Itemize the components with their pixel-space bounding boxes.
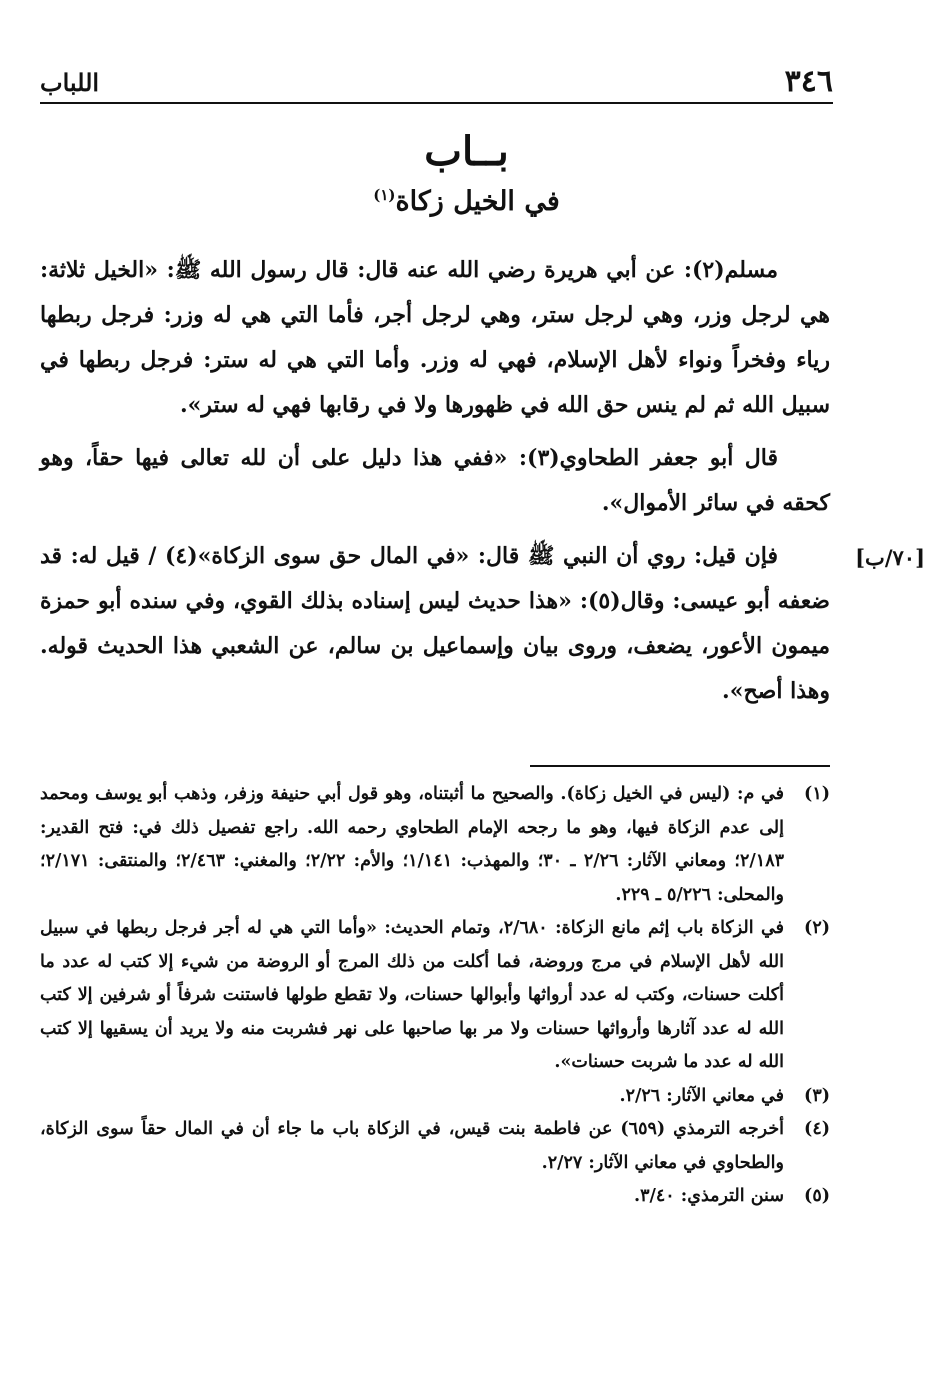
footnote-text: أخرجه الترمذي (٦٥٩) عن فاطمة بنت قيس، في الزكاة باب ما جاء أن في المال حقاً سوى الزكاة، والطحاوي في معاني الآثار: ٢/٢٧.	[40, 1119, 784, 1173]
main-text	[40, 248, 830, 722]
footnote-number: (٤)	[804, 1119, 830, 1139]
subtitle-footnote-ref: (١)	[373, 186, 396, 204]
paragraph-objection: فإن قيل: روي أن النبي ﷺ قال: «في المال حق سوى الزكاة»(٤) / قيل له: قد ضعفه أبو عيسى: وقال(٥): «هذا حديث ليس إسناده بذلك القوي، وفي سنده أبو حمزة ميمون الأعور، يضعف، وروى بيان وإسماعيل بن سالم، عن الشعبي هذا الحديث قوله. وهذا أصح».	[40, 543, 830, 704]
footnotes	[40, 778, 830, 1214]
paragraph-hadith: مسلم(٢): عن أبي هريرة رضي الله عنه قال: قال رسول الله ﷺ: «الخيل ثلاثة: هي لرجل وزر، وهي لرجل ستر، وهي لرجل أجر، فأما التي هي له وزر: فرجل ربطها رياء وفخراً ونواء لأهل الإسلام، فهي له وزر. وأما التي هي له ستر: فرجل ربطها في سبيل الله ثم لم ينس حق الله في ظهورها ولا في رقابها فهي له ستر».	[40, 257, 830, 418]
footnote-item	[40, 778, 830, 912]
chapter-subtitle	[0, 186, 933, 217]
manuscript-folio-marker: [٧٠/ب]	[855, 545, 925, 570]
footnote-text: سنن الترمذي: ٣/٤٠.	[634, 1186, 784, 1206]
subtitle-text: في الخيل زكاة	[395, 186, 560, 217]
footnote-divider	[530, 765, 830, 767]
footnote-number: (٣)	[804, 1085, 830, 1106]
footnote-item	[40, 912, 830, 1080]
footnote-number: (١)	[804, 784, 830, 804]
footnote-number: (٢)	[804, 918, 830, 938]
footnote-text: في معاني الآثار: ٢/٢٦.	[619, 1085, 784, 1106]
footnote-text: في م: (ليس في الخيل زكاة). والصحيح ما أثبتناه، وهو قول أبي حنيفة وزفر، وذهب أبو يوسف ومحمد إلى عدم الزكاة فيها، وهو ما رجحه الإمام الطحاوي رحمه الله. راجع تفصيل ذلك في: فتح القدير: ٢/١٨٣؛ ومعاني الآثار: ٢/٢٦ ـ ٣٠؛ والمهذب: ١/١٤١؛ والأم: ٢/٢٢؛ والمغني: ٢/٤٦٣؛ والمنتقى: ٢/١٧١؛ والمحلى: ٥/٢٢٦ ـ ٢٢٩.	[40, 784, 784, 905]
chapter-title: بــاب	[424, 128, 509, 175]
running-title: اللباب	[40, 68, 100, 97]
footnote-item	[40, 1180, 830, 1214]
page-header	[40, 62, 833, 104]
page-number: ٣٤٦	[784, 64, 833, 99]
footnote-number: (٥)	[804, 1186, 830, 1206]
footnote-text: في الزكاة باب إثم مانع الزكاة: ٢/٦٨٠، وتمام الحديث: «وأما التي هي له أجر فرجل ربطها في سبيل الله لأهل الإسلام في مرج وروضة، فما أكلت من ذلك المرج أو الروضة من شيء إلا كتب له عدد ما أكلت حسنات، وكتب له عدد أرواثها وأبوالها حسنات، ولا تقطع طولها فاستنت شرفاً أو شرفين إلا كتب الله له عدد آثارها وأرواثها حسنات ولا مر بها صاحبها على نهر فشربت منه ولا يريد أن يسقيها إلا كتب الله له عدد ما شربت حسنات».	[40, 918, 784, 1072]
footnote-item	[40, 1080, 830, 1114]
footnote-item	[40, 1113, 830, 1180]
paragraph-tahawi: قال أبو جعفر الطحاوي(٣): «ففي هذا دليل على أن لله تعالى فيها حقاً، وهو كحقه في سائر الأموال».	[40, 445, 830, 516]
